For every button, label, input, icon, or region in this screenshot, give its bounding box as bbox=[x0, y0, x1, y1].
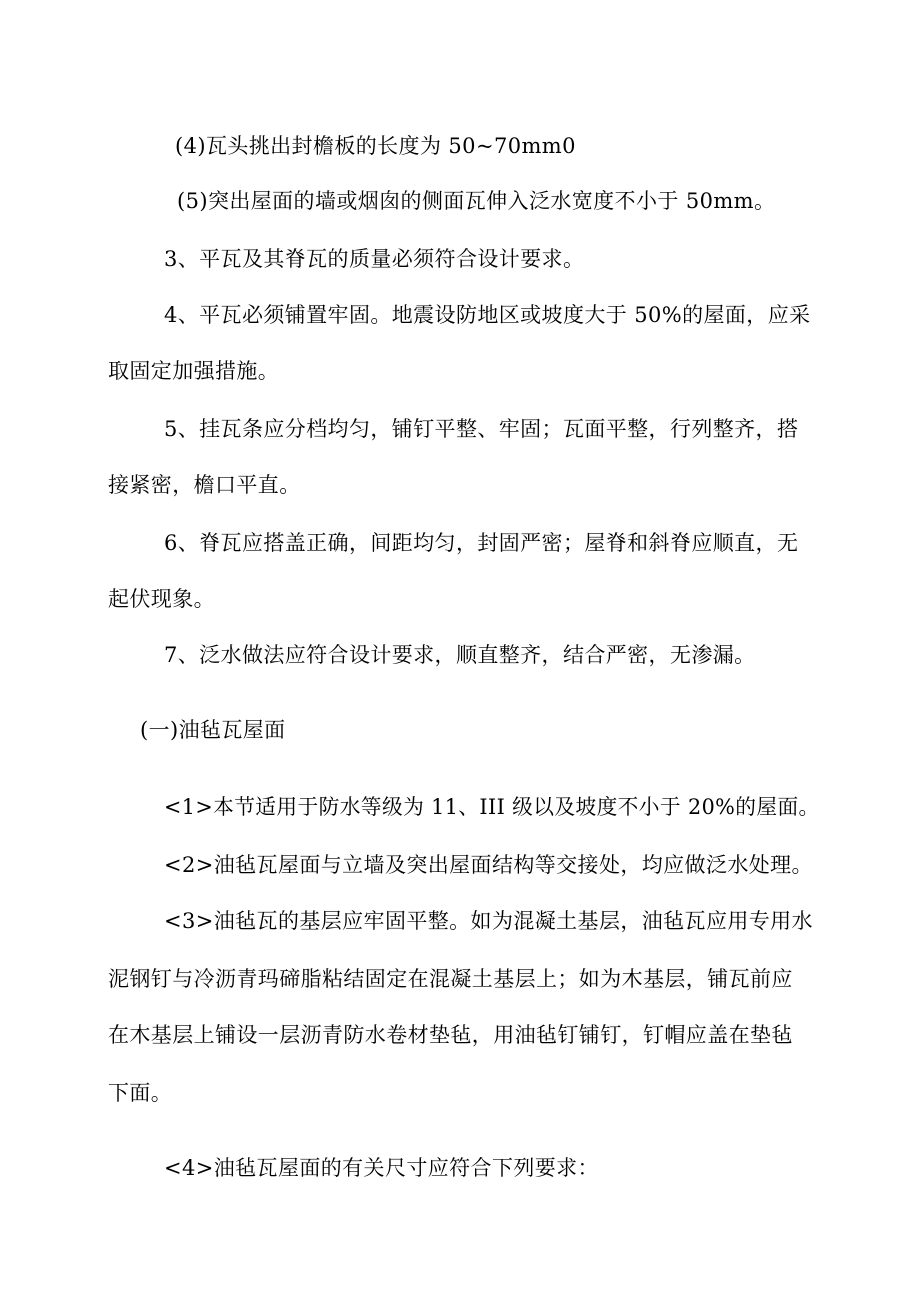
section-heading: (一)油毡瓦屋面 bbox=[140, 718, 286, 742]
text-line: 起伏现象。 bbox=[108, 587, 215, 611]
text-line: <3>油毡瓦的基层应牢固平整。如为混凝土基层，油毡瓦应用专用水 bbox=[164, 909, 813, 933]
text-line: <2>油毡瓦屋面与立墙及突出屋面结构等交接处，均应做泛水处理。 bbox=[164, 853, 813, 877]
text-line: 泥钢钉与冷沥青玛碲脂粘结固定在混凝土基层上；如为木基层，铺瓦前应 bbox=[108, 967, 793, 991]
text-line: (5)突出屋面的墙或烟囱的侧面瓦伸入泛水宽度不小于 50mm。 bbox=[177, 189, 776, 213]
text-line: 4、平瓦必须铺置牢固。地震设防地区或坡度大于 50%的屋面，应采 bbox=[164, 303, 811, 327]
text-line: 3、平瓦及其脊瓦的质量必须符合设计要求。 bbox=[164, 247, 585, 271]
text-line: 取固定加强措施。 bbox=[108, 359, 280, 383]
text-line: 7、泛水做法应符合设计要求，顺直整齐，结合严密，无渗漏。 bbox=[164, 643, 756, 667]
text-line: <1>本节适用于防水等级为 11、III 级以及坡度不小于 20%的屋面。 bbox=[164, 795, 820, 819]
text-line: <4>油毡瓦屋面的有关尺寸应符合下列要求： bbox=[164, 1156, 599, 1180]
text-line: 在木基层上铺设一层沥青防水卷材垫毡，用油毡钉铺钉，钉帽应盖在垫毡 bbox=[108, 1023, 793, 1047]
text-line: 下面。 bbox=[108, 1081, 173, 1105]
text-line: 5、挂瓦条应分档均匀，铺钉平整、牢固；瓦面平整，行列整齐，搭 bbox=[164, 417, 799, 441]
text-line: 6、脊瓦应搭盖正确，间距均匀，封固严密；屋脊和斜脊应顺直，无 bbox=[164, 531, 799, 555]
text-line: (4)瓦头挑出封檐板的长度为 50~70mm0 bbox=[175, 134, 576, 158]
text-line: 接紧密，檐口平直。 bbox=[108, 473, 301, 497]
